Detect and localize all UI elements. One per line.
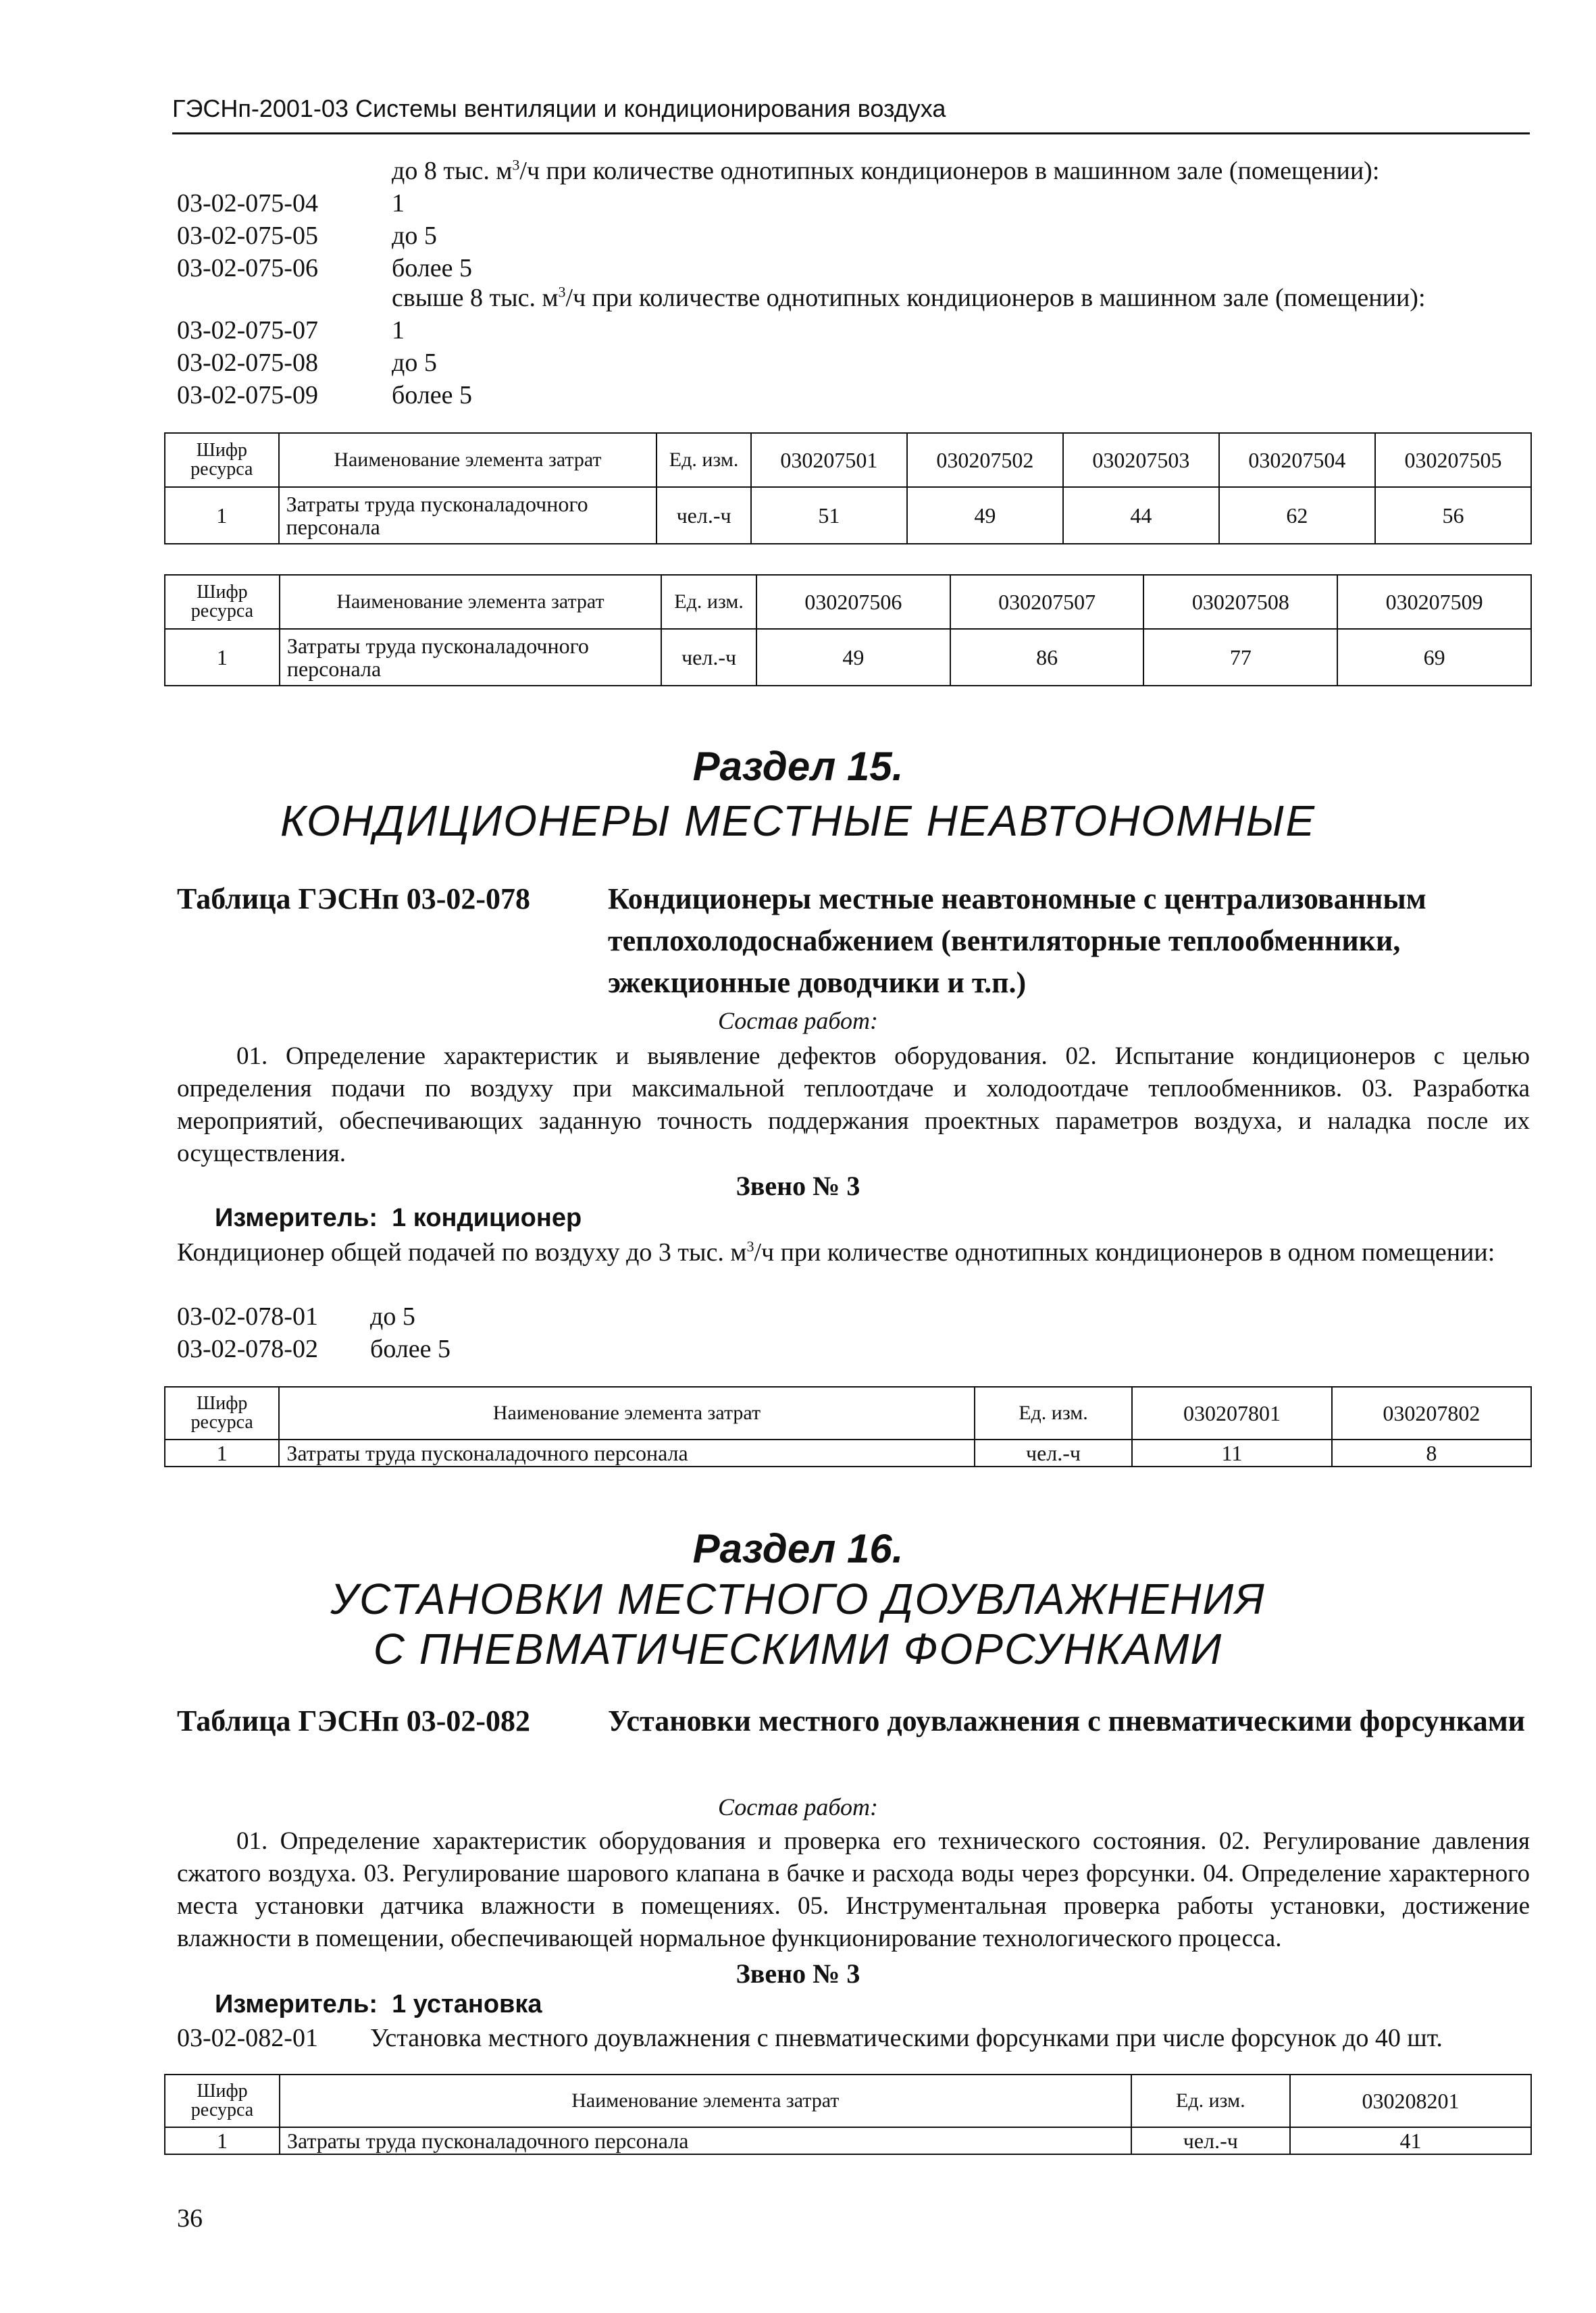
col-header-name: Наименование элемента затрат <box>280 2075 1131 2127</box>
group2-heading: свыше 8 тыс. $м^3/ч$ при количестве однотипных кондиционеров в машинном зале (помещении): <box>392 283 1426 312</box>
row-name: Затраты труда пусконаладочного персонала <box>280 629 661 686</box>
col-header-code: 030207501 <box>751 433 907 487</box>
code-value: до 5 <box>392 222 437 250</box>
col-header-unit: Ед. изм. <box>1131 2075 1290 2127</box>
row-value: 62 <box>1219 487 1375 544</box>
measure-line: Измеритель: 1 установка <box>215 1990 542 2018</box>
row-number: 1 <box>165 1440 279 1467</box>
composition-label: Состав работ: <box>718 1007 878 1034</box>
code-item: 03-02-082-01 <box>177 2024 318 2052</box>
code-value: до 5 <box>370 1302 415 1331</box>
zveno-label: Звено № 3 <box>736 1958 860 1989</box>
col-header-name: Наименование элемента затрат <box>279 1387 974 1440</box>
row-number: 1 <box>165 2127 280 2154</box>
row-name: Затраты труда пусконаладочного персонала <box>279 487 657 544</box>
code-item: 03-02-075-05 <box>177 222 318 250</box>
code-item: 03-02-078-01 <box>177 1302 318 1331</box>
col-header-name: Наименование элемента затрат <box>280 575 661 629</box>
section-15-number: Раздел 15. <box>692 744 904 789</box>
measure-line: Измеритель: 1 кондиционер <box>215 1204 582 1232</box>
col-header-shifr: Шифр ресурса <box>165 1387 279 1440</box>
row-value: 56 <box>1375 487 1531 544</box>
code-value: более 5 <box>392 381 473 409</box>
row-unit: чел.-ч <box>975 1440 1133 1467</box>
col-header-shifr: Шифр ресурса <box>165 575 280 629</box>
code-value: 1 <box>392 316 405 345</box>
row-value: 77 <box>1143 629 1337 686</box>
page-number: 36 <box>177 2204 203 2233</box>
code-item: 03-02-075-06 <box>177 254 318 282</box>
resource-description: Кондиционер общей подачей по воздуху до 3 тыс. $м^3/ч$ при количестве однотипных кондиционеров в одном помещении: <box>177 1238 1495 1267</box>
code-item: 03-02-075-07 <box>177 316 318 345</box>
col-header-unit: Ед. изм. <box>657 433 751 487</box>
header-rule <box>172 132 1530 134</box>
col-header-code: 030207509 <box>1337 575 1531 629</box>
code-description: Установка местного доувлажнения с пневматическими форсунками при числе форсунок до 40 шт. <box>370 2024 1443 2052</box>
row-value: 49 <box>907 487 1063 544</box>
code-value: до 5 <box>392 349 437 377</box>
col-header-code: 030207801 <box>1132 1387 1331 1440</box>
row-value: 41 <box>1290 2127 1531 2154</box>
composition-text: 01. Определение характеристик и выявление дефектов оборудования. 02. Испытание кондиционеров с целью определения подачи по воздуху при максимальной теплоотдаче и холодоотдаче теплообменников. 03. Разработка мероприятий, обеспечивающих заданную точность поддержания проектных параметров воздуха, и наладка после их осуществления. <box>177 1042 1530 1167</box>
row-value: 86 <box>950 629 1144 686</box>
row-number: 1 <box>165 487 279 544</box>
table-title-078: Кондиционеры местные неавтономные с централизованным теплохолодоснабжением (вентиляторные теплообменники, эжекционные доводчики и т.п.) <box>608 882 1426 999</box>
col-header-shifr: Шифр ресурса <box>165 433 279 487</box>
row-value: 69 <box>1337 629 1531 686</box>
col-header-code: 030207505 <box>1375 433 1531 487</box>
resource-table-2 <box>164 574 1532 686</box>
code-item: 03-02-075-04 <box>177 189 318 218</box>
table-label-078: Таблица ГЭСНп 03-02-078 <box>177 882 531 915</box>
col-header-code: 030207504 <box>1219 433 1375 487</box>
col-header-shifr: Шифр ресурса <box>165 2075 280 2127</box>
col-header-code: 030207508 <box>1143 575 1337 629</box>
resource-table-082 <box>164 2074 1532 2155</box>
row-unit: чел.-ч <box>657 487 751 544</box>
col-header-unit: Ед. изм. <box>661 575 756 629</box>
code-item: 03-02-075-09 <box>177 381 318 409</box>
row-value: 8 <box>1332 1440 1531 1467</box>
code-value: более 5 <box>370 1335 451 1363</box>
resource-table-078 <box>164 1386 1532 1467</box>
table-title-082: Установки местного доувлажнения с пневматическими форсунками <box>608 1704 1526 1737</box>
col-header-name: Наименование элемента затрат <box>279 433 657 487</box>
table-label-082: Таблица ГЭСНп 03-02-082 <box>177 1704 531 1737</box>
row-value: 49 <box>756 629 950 686</box>
row-unit: чел.-ч <box>1131 2127 1290 2154</box>
group1-heading: до 8 тыс. $м^3/ч$ при количестве однотипных кондиционеров в машинном зале (помещении): <box>392 156 1380 185</box>
row-name: Затраты труда пусконаладочного персонала <box>280 2127 1131 2154</box>
col-header-code: 030208201 <box>1290 2075 1531 2127</box>
running-header: ГЭСНп-2001-03 Системы вентиляции и кондиционирования воздуха <box>172 95 946 122</box>
code-value: 1 <box>392 189 405 218</box>
section-16-title-line1: УСТАНОВКИ МЕСТНОГО ДОУВЛАЖНЕНИЯ <box>330 1575 1266 1623</box>
col-header-code: 030207502 <box>907 433 1063 487</box>
row-value: 44 <box>1063 487 1219 544</box>
col-header-code: 030207503 <box>1063 433 1219 487</box>
code-item: 03-02-078-02 <box>177 1335 318 1363</box>
section-16-title-line2: С ПНЕВМАТИЧЕСКИМИ ФОРСУНКАМИ <box>373 1625 1223 1673</box>
row-name: Затраты труда пусконаладочного персонала <box>279 1440 974 1467</box>
section-15-title: КОНДИЦИОНЕРЫ МЕСТНЫЕ НЕАВТОНОМНЫЕ <box>280 796 1316 845</box>
resource-table-1 <box>164 432 1532 544</box>
zveno-label: Звено № 3 <box>736 1171 860 1201</box>
col-header-code: 030207507 <box>950 575 1144 629</box>
code-value: более 5 <box>392 254 473 282</box>
composition-text: 01. Определение характеристик оборудования и проверка его технического состояния. 02. Регулирование давления сжатого воздуха. 03. Регулирование шарового клапана в бачке и расхода воды через форсунки. 04. Определение характерного места установки датчика влажности в помещениях. 05. Инструментальная проверка работы установки, достижение влажности в помещении, обеспечивающей нормальное функционирование технологического процесса. <box>177 1827 1530 1952</box>
col-header-unit: Ед. изм. <box>975 1387 1133 1440</box>
code-item: 03-02-075-08 <box>177 349 318 377</box>
row-number: 1 <box>165 629 280 686</box>
col-header-code: 030207802 <box>1332 1387 1531 1440</box>
row-value: 11 <box>1132 1440 1331 1467</box>
section-16-number: Раздел 16. <box>692 1526 904 1571</box>
row-value: 51 <box>751 487 907 544</box>
row-unit: чел.-ч <box>661 629 756 686</box>
composition-label: Состав работ: <box>718 1794 878 1821</box>
col-header-code: 030207506 <box>756 575 950 629</box>
